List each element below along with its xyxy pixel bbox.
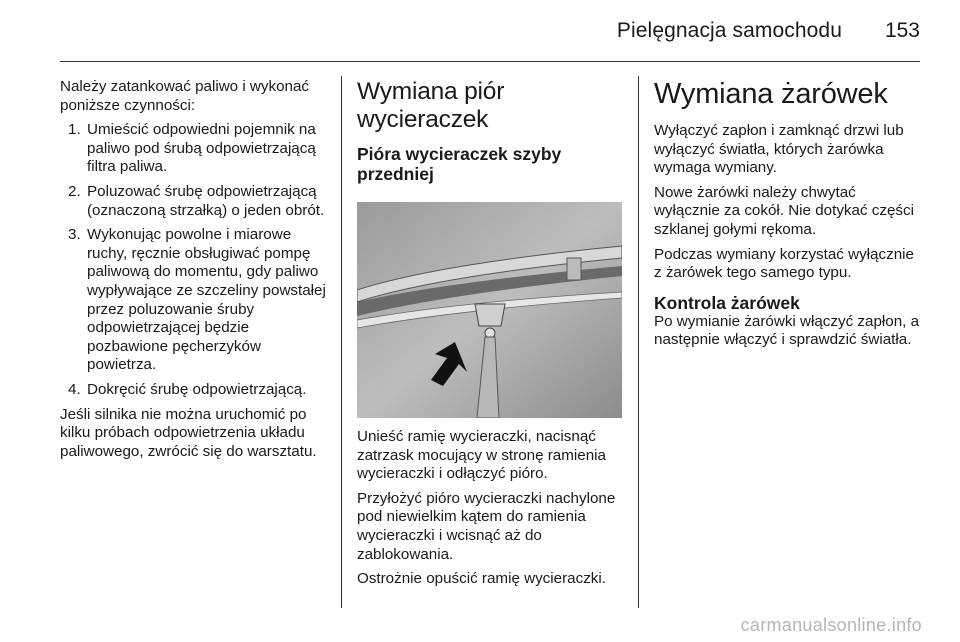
column-bulb-replacement <box>654 78 924 356</box>
step-number: 1. <box>68 121 81 139</box>
step-text: Poluzować śrubę odpowietrzającą (oznaczoną strzałką) o jeden obrót. <box>87 182 325 219</box>
intro-paragraph: Należy zatankować paliwo i wykonać poniższe czynności: <box>60 78 310 114</box>
list-item <box>60 183 330 220</box>
subheading-bulb-check: Kontrola żarówek <box>654 292 800 313</box>
list-item <box>60 381 330 400</box>
header-title: Pielęgnacja samochodu <box>616 19 842 42</box>
step-text: Dokręcić śrubę odpowietrzającą. <box>87 380 307 398</box>
page-number: 153 <box>884 19 920 42</box>
paragraph: Przyłożyć pióro wycieraczki nachylone pod niewielkim kątem do ramienia wycieraczki i wcisnąć aż do zablokowania. <box>357 489 616 563</box>
step-text: Wykonując powolne i miarowe ruchy, ręcznie obsługiwać pompę paliwową do momentu, gdy paliwo wypływające ze szczeliny powstałej przez poluzowanie śruby odpowietrzającej będzie pozbawione pęcherzyków powietrza. <box>87 226 326 374</box>
watermark: carmanualsonline.info <box>740 615 922 635</box>
outro-paragraph: Jeśli silnika nie można uruchomić po kilku próbach odpowietrzenia układu paliwowego, zwrócić się do warsztatu. <box>60 405 317 460</box>
wiper-blade-figure <box>357 202 622 418</box>
steps-list <box>60 121 330 399</box>
paragraph: Po wymianie żarówki włączyć zapłon, a następnie włączyć i sprawdzić światła. <box>654 312 920 349</box>
paragraph: Unieść ramię wycieraczki, nacisnąć zatrzask mocujący w stronę ramienia wycieraczki i odłączyć pióro. <box>357 428 606 483</box>
list-item <box>60 226 330 375</box>
step-number: 2. <box>68 182 81 200</box>
column-wiper-blades <box>357 78 627 595</box>
paragraph: Ostrożnie opuścić ramię wycieraczki. <box>357 570 606 588</box>
step-number: 4. <box>68 380 81 398</box>
paragraph: Wyłączyć zapłon i zamknąć drzwi lub wyłączyć światła, których żarówka wymaga wymiany. <box>654 122 904 177</box>
paragraph: Podczas wymiany korzystać wyłącznie z żarówek tego samego typu. <box>654 245 914 282</box>
header-rule <box>60 61 920 62</box>
section-heading-wiper: Wymiana piór wycieraczek <box>357 78 505 133</box>
subheading-front-wipers: Pióra wycieraczek szyby przedniej <box>357 144 562 184</box>
step-number: 3. <box>68 226 81 244</box>
column-divider-2 <box>638 76 639 608</box>
list-item <box>60 121 330 177</box>
step-text: Umieścić odpowiedni pojemnik na paliwo pod śrubą odpowietrzającą filtra paliwa. <box>87 121 316 176</box>
page-header <box>0 0 960 60</box>
section-heading-bulbs: Wymiana żarówek <box>654 78 888 110</box>
column-divider-1 <box>341 76 342 608</box>
column-fuel-bleeding <box>60 78 330 467</box>
paragraph: Nowe żarówki należy chwytać wyłącznie za cokół. Nie dotykać części szklanej gołymi rękoma. <box>654 183 914 238</box>
